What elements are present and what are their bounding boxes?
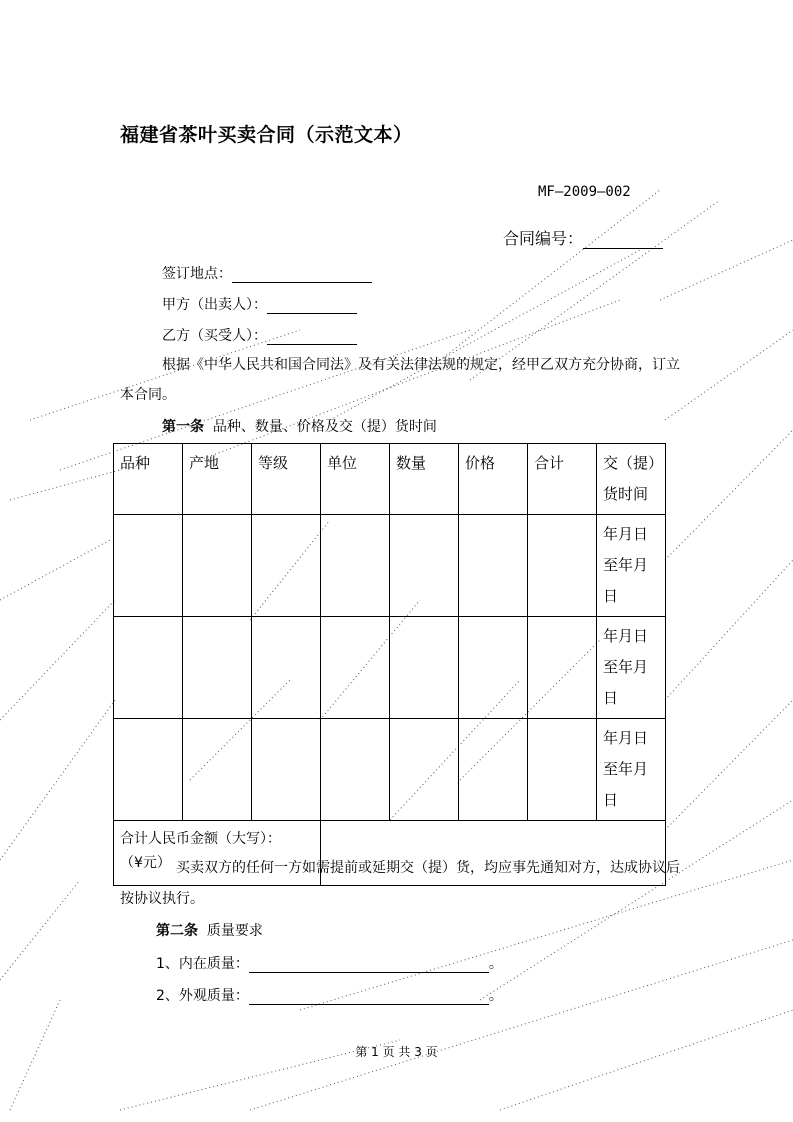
cell-grade[interactable] (252, 515, 321, 617)
header-cell-price: 价格 (459, 444, 528, 515)
cell-delivery-time[interactable] (597, 617, 666, 719)
table-row (114, 617, 666, 719)
contract-number-row (503, 226, 663, 249)
table-row (114, 515, 666, 617)
delay-notice-line-2: 按协议执行。 (120, 891, 204, 907)
sign-place-blank[interactable] (232, 267, 372, 283)
header-cell-total: 合计 (528, 444, 597, 515)
cell-origin[interactable] (183, 719, 252, 821)
article-1-heading (162, 414, 437, 440)
delivery-line-2: 至年月 (603, 760, 649, 778)
table-header-row (114, 444, 666, 515)
cell-variety[interactable] (114, 515, 183, 617)
contract-number-blank[interactable] (583, 232, 663, 249)
cell-origin[interactable] (183, 515, 252, 617)
party-b-row (162, 325, 357, 345)
cell-variety[interactable] (114, 719, 183, 821)
total-amount-label-line-2: （¥元） (120, 855, 171, 871)
appearance-quality-label: 2、外观质量： (156, 988, 249, 1004)
cell-grade[interactable] (252, 617, 321, 719)
cell-delivery-time[interactable] (597, 515, 666, 617)
delivery-line-2: 至年月 (603, 658, 649, 676)
goods-table (113, 443, 666, 886)
appearance-quality-blank[interactable] (249, 989, 489, 1005)
cell-total[interactable] (528, 515, 597, 617)
cell-total[interactable] (528, 617, 597, 719)
sign-place-row (162, 263, 372, 283)
cell-unit[interactable] (321, 719, 390, 821)
article-2-heading (156, 918, 263, 944)
party-a-blank[interactable] (267, 298, 357, 314)
sign-place-label: 签订地点： (162, 266, 232, 282)
header-delivery-line-2: 货时间 (603, 485, 649, 503)
intrinsic-quality-row (156, 953, 503, 973)
intro-line-1: 根据《中华人民共和国合同法》及有关法律法规的规定，经甲乙双方充分协商，订立 (162, 357, 680, 373)
delivery-line-1: 年月日 (603, 525, 649, 543)
delivery-line-3: 日 (603, 587, 619, 605)
party-a-row (162, 294, 357, 314)
header-cell-grade: 等级 (252, 444, 321, 515)
intro-line-2: 本合同。 (120, 387, 176, 403)
header-cell-quantity: 数量 (390, 444, 459, 515)
delivery-line-3: 日 (603, 689, 619, 707)
header-cell-delivery-time (597, 444, 666, 515)
intrinsic-quality-end-mark: 。 (488, 956, 503, 972)
intrinsic-quality-label: 1、内在质量： (156, 956, 249, 972)
table-row (114, 719, 666, 821)
cell-quantity[interactable] (390, 719, 459, 821)
delivery-line-2: 至年月 (603, 556, 649, 574)
header-delivery-line-1: 交（提） (603, 454, 664, 472)
delivery-line-3: 日 (603, 791, 619, 809)
cell-price[interactable] (459, 515, 528, 617)
cell-price[interactable] (459, 719, 528, 821)
document-number: MF—2009—002 (538, 184, 631, 200)
party-b-label: 乙方（买受人）： (162, 328, 267, 344)
cell-unit[interactable] (321, 617, 390, 719)
header-cell-origin: 产地 (183, 444, 252, 515)
cell-delivery-time[interactable] (597, 719, 666, 821)
total-amount-label-line-1: 合计人民币金额（大写）： (120, 831, 281, 847)
cell-origin[interactable] (183, 617, 252, 719)
cell-quantity[interactable] (390, 515, 459, 617)
contract-number-label: 合同编号： (503, 229, 584, 248)
page-footer: 第 1 页 共 3 页 (355, 1045, 438, 1059)
cell-quantity[interactable] (390, 617, 459, 719)
delay-notice-line-1: 买卖双方的任何一方如需提前或延期交（提）货，均应事先通知对方，达成协议后 (176, 860, 680, 876)
cell-price[interactable] (459, 617, 528, 719)
article-1-title: 品种、数量、价格及交（提）货时间 (212, 419, 437, 435)
intrinsic-quality-blank[interactable] (249, 957, 489, 973)
cell-unit[interactable] (321, 515, 390, 617)
header-cell-unit: 单位 (321, 444, 390, 515)
header-cell-variety: 品种 (114, 444, 183, 515)
cell-total[interactable] (528, 719, 597, 821)
appearance-quality-end-mark: 。 (488, 988, 503, 1004)
document-title: 福建省茶叶买卖合同（示范文本） (120, 124, 413, 146)
cell-variety[interactable] (114, 617, 183, 719)
delivery-line-1: 年月日 (603, 627, 649, 645)
party-b-blank[interactable] (267, 329, 357, 345)
delivery-line-1: 年月日 (603, 729, 649, 747)
appearance-quality-row (156, 985, 503, 1005)
party-a-label: 甲方（出卖人）： (162, 297, 267, 313)
cell-grade[interactable] (252, 719, 321, 821)
article-2-number: 第二条 (156, 923, 198, 939)
article-1-number: 第一条 (162, 419, 204, 435)
article-2-title: 质量要求 (206, 923, 263, 939)
